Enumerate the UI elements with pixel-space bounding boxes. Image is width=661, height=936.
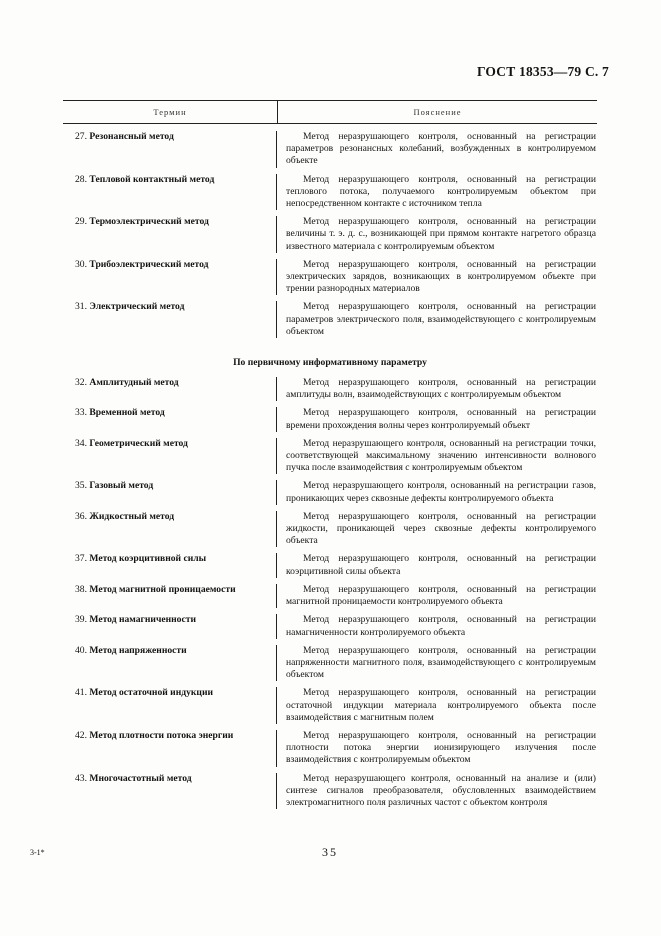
term-number: 27. [75, 131, 87, 142]
term-cell [63, 174, 277, 211]
explanation-cell: Метод неразрушающего контроля, основанный на регистрации величины т. э. д. с., возникающей при прямом контакте нагретого образца известного материала с контролируемым объектом [286, 216, 596, 252]
explanation-cell: Метод неразрушающего контроля, основанный на регистрации амплитуды волн, взаимодействующих с контролируемым объектом [286, 377, 596, 401]
term-cell [63, 614, 277, 638]
footer-mark: 3-1* [30, 848, 45, 857]
term-name: Резонансный метод [89, 131, 174, 142]
explanation-cell: Метод неразрушающего контроля, основанный на регистрации плотности потока энергии ионизирующего излучения после взаимодействия с контролируемым объектом [286, 729, 596, 766]
term-cell [63, 687, 277, 724]
explanation-cell: Метод неразрушающего контроля, основанный на регистрации времени прохождения волны через контролируемый объект [286, 407, 596, 431]
table-header [63, 100, 597, 124]
term-number: 39. [75, 614, 87, 626]
table-row [63, 725, 597, 768]
term-cell [63, 407, 277, 431]
table-row [63, 211, 597, 254]
table-row [63, 124, 597, 169]
term-cell [63, 259, 277, 296]
explanation-cell: Метод неразрушающего контроля, основанный на регистрации жидкости, проникающей через сквозные дефекты контролируемого объекта [286, 510, 596, 547]
term-name: Жидкостный метод [89, 510, 175, 522]
term-name: Трибоэлектрический метод [89, 258, 209, 270]
table-row [63, 169, 597, 212]
term-number: 42. [75, 729, 87, 741]
term-name: Метод коэрцитивной силы [89, 553, 207, 565]
term-name: Тепловой контактный метод [89, 173, 215, 185]
explanation-cell: Метод неразрушающего контроля, основанный на регистрации теплового потока, получаемого контролируемым объектом при непосредственном контакте с источником тепла [286, 173, 596, 210]
table-row [63, 377, 597, 402]
term-cell [63, 131, 277, 168]
term-cell [63, 377, 277, 401]
term-cell [63, 584, 277, 608]
table-row [63, 433, 597, 476]
document-header-code: ГОСТ 18353—79 С. 7 [476, 64, 609, 79]
term-name: Метод намагниченности [89, 614, 196, 626]
term-number: 29. [75, 216, 87, 228]
explanation-cell: Метод неразрушающего контроля, основанный на регистрации газов, проникающих через сквозные дефекты контролируемого объекта [286, 480, 596, 504]
table-row [63, 548, 597, 578]
explanation-cell: Метод неразрушающего контроля, основанный на регистрации магнитной проницаемости контролируемого объекта [286, 583, 596, 608]
term-cell [63, 773, 277, 810]
term-name: Термоэлектрический метод [89, 216, 209, 228]
table-row [63, 579, 597, 609]
term-cell [63, 553, 277, 577]
section-heading [63, 339, 597, 377]
explanation-cell: Метод неразрушающего контроля, основанный на регистрации коэрцитивной силы объекта [286, 553, 596, 577]
explanation-cell: Метод неразрушающего контроля, основанный на регистрации остаточной индукции материала контролируемого объекта после взаимодействия с магнитным полем [286, 687, 596, 723]
table-row [63, 296, 597, 339]
explanation-cell: Метод неразрушающего контроля, основанный на регистрации параметров электрического поля, взаимодействующего с контролируемым объектом [286, 301, 596, 337]
page-number: 35 [322, 845, 338, 859]
table-row [63, 682, 597, 725]
explanation-cell: Метод неразрушающего контроля, основанный на регистрации параметров резонансных колебаний, возбужденных в контролируемом объекте [286, 131, 596, 167]
term-cell [63, 645, 277, 682]
term-cell [63, 301, 277, 338]
term-name: Временной метод [89, 407, 165, 419]
table-row [63, 768, 597, 811]
term-number: 31. [75, 301, 87, 313]
term-number: 32. [75, 377, 87, 389]
term-number: 33. [75, 407, 87, 419]
term-name: Метод напряженности [89, 644, 187, 656]
term-name: Многочастотный метод [89, 772, 192, 784]
term-cell [63, 730, 277, 767]
section-title: По первичному информативному параметру [233, 357, 427, 369]
term-name: Метод магнитной проницаемости [89, 583, 236, 595]
term-name: Электрический метод [89, 301, 185, 313]
term-number: 28. [75, 173, 87, 185]
term-number: 41. [75, 687, 87, 699]
term-cell [63, 438, 277, 475]
term-name: Газовый метод [89, 480, 154, 492]
explanation-cell: Метод неразрушающего контроля, основанный на регистрации электрических зарядов, возникающих в контролируемом объекте при трении разнородных материалов [286, 258, 596, 295]
explanation-cell: Метод неразрушающего контроля, основанный на анализе и (или) синтезе сигналов преобразователя, обусловленных взаимодействием электромагнитного поля различных частот с объектом контроля [286, 772, 596, 808]
column-header-explanation: Пояснение [413, 107, 462, 117]
term-number: 36. [75, 510, 87, 522]
term-number: 43. [75, 772, 87, 784]
table-row [63, 640, 597, 683]
table-row [63, 506, 597, 549]
table-row [63, 475, 597, 505]
term-number: 34. [75, 437, 87, 449]
term-cell [63, 216, 277, 253]
explanation-cell: Метод неразрушающего контроля, основанный на регистрации намагниченности контролируемого объекта [286, 614, 596, 638]
table-row [63, 402, 597, 432]
term-name: Метод плотности потока энергии [89, 729, 234, 741]
terms-table [63, 100, 597, 810]
rows-group-b [63, 377, 597, 810]
term-name: Геометрический метод [89, 437, 188, 449]
term-cell [63, 511, 277, 548]
table-row [63, 254, 597, 297]
explanation-cell: Метод неразрушающего контроля, основанный на регистрации точки, соответствующей максимальному значению интенсивности волнового пучка после взаимодействия с контролируемым объектом [286, 437, 596, 474]
term-name: Амплитудный метод [89, 377, 179, 389]
table-row [63, 609, 597, 639]
term-number: 35. [75, 480, 87, 492]
term-name: Метод остаточной индукции [89, 687, 213, 699]
term-number: 38. [75, 583, 87, 595]
explanation-cell: Метод неразрушающего контроля, основанный на регистрации напряженности магнитного поля, взаимодействующего с контролируемым объектом [286, 644, 596, 681]
term-cell [63, 480, 277, 504]
term-number: 37. [75, 553, 87, 565]
term-number: 30. [75, 258, 87, 270]
term-number: 40. [75, 644, 87, 656]
column-header-term: Термин [63, 101, 278, 123]
rows-group-a [63, 124, 597, 339]
